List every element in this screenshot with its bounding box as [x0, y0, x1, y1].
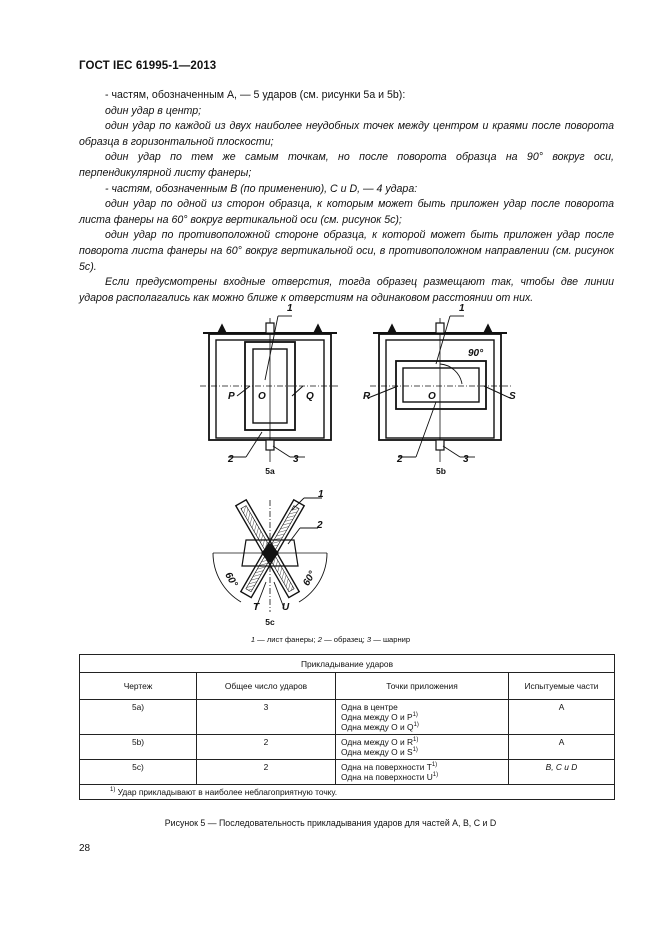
label-2: 2 — [228, 454, 234, 465]
column-header: Чертеж — [80, 673, 197, 700]
diagram-5a — [200, 316, 340, 462]
figure-legend: 1 — лист фанеры; 2 — образец; 3 — шарнир — [250, 635, 411, 644]
paragraph: один удар по тем же самым точкам, но после поворота образца на 90° вокруг оси, перпендикулярной листу фанеры; — [79, 151, 614, 179]
subfigure-caption-5b: 5b — [436, 466, 446, 476]
table-footnote-row — [80, 785, 615, 800]
label-2: 2 — [397, 454, 403, 465]
footnote-mark: 1) — [110, 787, 116, 794]
label-2: 2 — [317, 520, 323, 531]
label-90-degrees: 90° — [468, 348, 484, 359]
body-text — [79, 88, 614, 306]
label-S: S — [509, 391, 516, 402]
label-1: 1 — [318, 489, 324, 500]
specimen-inner — [403, 368, 479, 402]
mount-bolt-right — [484, 325, 492, 333]
diagram-5c — [213, 498, 327, 612]
label-1: 1 — [287, 303, 293, 314]
label-1: 1 — [459, 303, 465, 314]
figure-5 — [0, 295, 661, 635]
document-header: ГОСТ IEC 61995-1—2013 — [79, 60, 217, 72]
label-Q: Q — [306, 391, 314, 402]
label-T: T — [253, 602, 260, 613]
rotation-arc — [440, 364, 462, 384]
table-row: 5a) 3 Одна в центре Одна между O и $P^{1)}$ Одна между O и $Q^{1)}$ A — [80, 700, 615, 735]
subfigure-caption-5c: 5c — [265, 617, 275, 627]
label-P: P — [228, 391, 235, 402]
table-row: 5b) 2 Одна между O и $R^{1)}$ Одна между O и $S^{1)}$ A — [80, 735, 615, 760]
figure-caption: Рисунок 5 — Последовательность прикладывания ударов для частей A, B, C и D — [164, 818, 497, 828]
label-60-degrees-right: 60° — [301, 569, 319, 589]
hinge-bottom — [266, 440, 274, 450]
paragraph: один удар по противоположной стороне образца, к которой может быть приложен удар после поворота листа фанеры на 60° вокруг вертикальной оси, в противоположном направлении (см. рисунок 5с). — [79, 229, 614, 273]
label-3: 3 — [463, 454, 469, 465]
mount-bolt-left — [388, 325, 396, 333]
column-header: Испытуемые части — [509, 673, 615, 700]
table-row: 5c) 2 Одна на поверхности $T^{1)}$ Одна на поверхности $U^{1)}$ B, C и D — [80, 760, 615, 785]
paragraph: Если предусмотрены входные отверстия, тогда образец размещают так, чтобы две линии ударов располагались как можно ближе к отверстиям на одинаковом расстоянии от них. — [79, 276, 614, 304]
diagram-5b — [368, 316, 512, 462]
paragraph: один удар по одной из сторон образца, к которым может быть приложен удар после поворота листа фанеры на 60° вокруг вертикальной оси (см. рисунок 5с); — [79, 198, 614, 226]
label-O: O — [258, 391, 266, 402]
paragraph: один удар по каждой из двух наиболее неудобных точек между центром и краями после поворота образца в горизонтальной плоскости; — [79, 120, 614, 148]
subfigure-caption-5a: 5a — [265, 466, 275, 476]
hinge-top — [436, 323, 444, 333]
hinge-bottom — [436, 440, 444, 450]
impact-table — [79, 654, 615, 800]
label-3: 3 — [293, 454, 299, 465]
table-title: Прикладывание ударов — [80, 655, 615, 673]
page-number: 28 — [79, 843, 91, 854]
label-R: R — [363, 391, 371, 402]
column-header: Точки приложения — [336, 673, 509, 700]
mount-bolt-right — [314, 325, 322, 333]
label-60-degrees-left: 60° — [222, 570, 240, 590]
hinge-top — [266, 323, 274, 333]
label-O: O — [428, 391, 436, 402]
label-U: U — [282, 602, 290, 613]
paragraph: - частям, обозначенным А, — 5 ударов (см. рисунки 5а и 5b): — [105, 89, 406, 101]
paragraph: - частям, обозначенным В (по применению), С и D, — 4 удара: — [105, 182, 418, 195]
mount-bolt-left — [218, 325, 226, 333]
column-header: Общее число ударов — [197, 673, 336, 700]
table-footnote: Удар прикладывают в наиболее неблагоприятную точку. — [115, 787, 338, 797]
paragraph: один удар в центр; — [105, 104, 202, 117]
